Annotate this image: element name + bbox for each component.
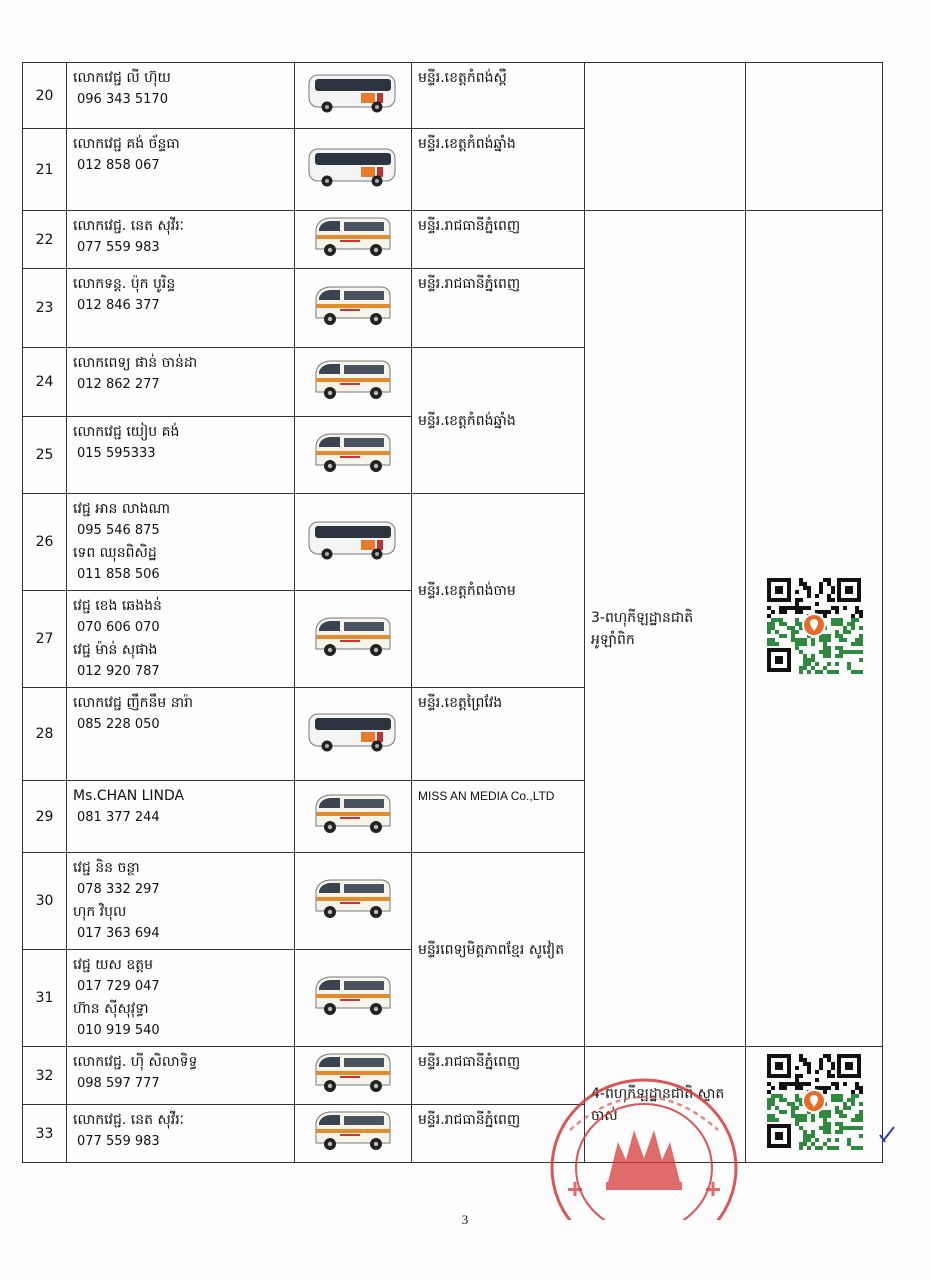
qr-cell	[746, 63, 883, 211]
phone-number: 095 546 875	[77, 523, 160, 538]
phone-number: 077 559 983	[77, 1134, 160, 1149]
phone-number: 010 919 540	[77, 1023, 160, 1038]
van-photo	[310, 873, 396, 923]
row-number: 33	[23, 1105, 67, 1163]
vehicle-cell	[295, 591, 412, 688]
phone-number: 070 606 070	[77, 620, 160, 635]
contact-name: ហុក វិបុល	[73, 904, 127, 920]
location-qr-code	[765, 1052, 863, 1150]
phone-number: 077 559 983	[77, 240, 160, 255]
row-number: 26	[23, 494, 67, 591]
contact-cell	[67, 688, 295, 781]
office-cell	[412, 781, 585, 853]
contact-name: ទេព ឈុនពិសិដ្ឋ	[73, 545, 157, 561]
phone-number: 081 377 244	[77, 810, 160, 825]
contact-name: វេជ្ជ និន ចន្ថា	[73, 860, 140, 876]
contact-name: លោកទន្ត. ប៉ុក បូរិន្ទ	[73, 276, 176, 292]
van-photo	[310, 280, 396, 330]
office-name: មន្ទីរ.រាជធានីភ្នំពេញ	[418, 218, 521, 234]
phone-number: 012 858 067	[77, 158, 160, 173]
van-photo	[310, 211, 396, 261]
contact-cell	[67, 591, 295, 688]
venue-name: 3-ពហុកីឡដ្ឋានជាតិ អូឡាំពិក	[591, 609, 694, 648]
contact-cell	[67, 211, 295, 269]
office-cell	[412, 688, 585, 781]
vehicle-cell	[295, 1047, 412, 1105]
office-name: មន្ទីរ.ខេត្តព្រៃវែង	[418, 695, 503, 711]
row-number: 22	[23, 211, 67, 269]
van-photo	[310, 788, 396, 838]
office-name: មន្ទីរ.ខេត្តកំពង់ចាម	[418, 582, 516, 599]
phone-number: 012 846 377	[77, 298, 160, 313]
table-row	[23, 1047, 883, 1105]
contact-name: លោកវេជ្ជ គង់ ច័ន្ទធា	[73, 136, 180, 152]
venue-cell	[585, 63, 746, 211]
vehicle-cell	[295, 853, 412, 950]
row-number: 21	[23, 129, 67, 211]
contact-name: លោកវេជ្ជ យៀប គង់	[73, 424, 180, 440]
contact-name: ហ៊ាន ស៊ីសុវុទ្ធា	[73, 1001, 149, 1017]
row-number: 23	[23, 269, 67, 348]
vehicle-cell	[295, 63, 412, 129]
contact-name: លោកពេទ្យ ផាន់ ចាន់ដា	[73, 355, 198, 371]
contact-cell	[67, 348, 295, 417]
phone-number: 017 363 694	[77, 926, 160, 941]
office-cell	[412, 63, 585, 129]
office-cell	[412, 348, 585, 494]
office-name: មន្ទីរ.ខេត្តកំពង់ស្ពឺ	[418, 70, 507, 86]
row-number: 29	[23, 781, 67, 853]
row-number: 24	[23, 348, 67, 417]
vehicle-cell	[295, 781, 412, 853]
office-name: មន្ទីរ.រាជធានីភ្នំពេញ	[418, 276, 521, 292]
office-cell	[412, 853, 585, 1047]
contact-name: Ms.CHAN LINDA	[73, 788, 185, 804]
office-name: មន្ទីរ.រាជធានីភ្នំពេញ	[418, 1054, 521, 1070]
contact-cell	[67, 129, 295, 211]
contact-cell	[67, 494, 295, 591]
van-photo	[310, 1105, 396, 1155]
phone-number: 085 228 050	[77, 717, 160, 732]
bus-photo	[305, 67, 401, 117]
phone-number: 017 729 047	[77, 979, 160, 994]
office-name: មន្ទីរ.រាជធានីភ្នំពេញ	[418, 1112, 521, 1128]
phone-number: 096 343 5170	[77, 92, 168, 107]
row-number: 31	[23, 950, 67, 1047]
contact-cell	[67, 1047, 295, 1105]
vehicle-cell	[295, 348, 412, 417]
row-number: 20	[23, 63, 67, 129]
table-row	[23, 63, 883, 129]
qr-cell[interactable]	[746, 1047, 883, 1163]
contact-cell	[67, 269, 295, 348]
office-cell	[412, 494, 585, 688]
office-cell	[412, 211, 585, 269]
vehicle-cell	[295, 1105, 412, 1163]
contact-name: វេជ្ជ ម៉ាន់ សុផាង	[73, 642, 158, 658]
van-photo	[310, 354, 396, 404]
venue-name: 4-ពហុកីឡដ្ឋានជាតិ ស្ទាតចាស់	[591, 1085, 725, 1124]
venue-cell	[585, 211, 746, 1047]
phone-number: 011 858 506	[77, 567, 160, 582]
contact-cell	[67, 417, 295, 494]
ink-tick-mark	[878, 1125, 896, 1145]
official-stamp	[548, 1070, 740, 1220]
bus-photo	[305, 706, 401, 756]
row-number: 28	[23, 688, 67, 781]
van-photo	[310, 1047, 396, 1097]
contact-name: វេជ្ជ អាន លាងណា	[73, 501, 171, 517]
table-row	[23, 211, 883, 269]
vehicle-cell	[295, 688, 412, 781]
van-photo	[310, 611, 396, 661]
van-photo	[310, 427, 396, 477]
contact-cell	[67, 950, 295, 1047]
qr-cell[interactable]	[746, 211, 883, 1047]
office-cell	[412, 129, 585, 211]
row-number: 25	[23, 417, 67, 494]
bus-photo	[305, 141, 401, 191]
contact-cell	[67, 63, 295, 129]
bus-photo	[305, 514, 401, 564]
contact-name: លោកវេជ្ជ ញឹកនឹម នារ៉ា	[73, 695, 193, 711]
vehicle-cell	[295, 129, 412, 211]
vehicle-cell	[295, 494, 412, 591]
contact-name: វេជ្ជ ខេង ឆេងងន់	[73, 598, 162, 614]
contact-cell	[67, 1105, 295, 1163]
office-name: MISS AN MEDIA Co.,LTD	[418, 789, 555, 803]
contact-name: លោកវេជ្ជ. នេត សុវីរៈ	[73, 1112, 184, 1128]
vehicle-cell	[295, 950, 412, 1047]
contact-name: លោកវេជ្ជ លី ហ៊ុយ	[73, 70, 171, 86]
phone-number: 012 862 277	[77, 377, 160, 392]
van-photo	[310, 970, 396, 1020]
page-number: 3	[461, 1212, 469, 1227]
vehicle-cell	[295, 211, 412, 269]
office-name: មន្ទីរ.ខេត្តកំពង់ឆ្នាំង	[418, 136, 516, 152]
vehicle-table	[22, 62, 883, 1163]
vehicle-cell	[295, 417, 412, 494]
vehicle-cell	[295, 269, 412, 348]
phone-number: 015 595333	[77, 446, 156, 461]
contact-name: វេជ្ជ យស ឧត្តម	[73, 957, 153, 973]
office-name: មន្ទីរពេទ្យមិត្តភាពខ្មែរ សូវៀត	[418, 941, 565, 958]
contact-name: លោកវេជ្ជ. នេត សុវីរៈ	[73, 218, 184, 234]
row-number: 27	[23, 591, 67, 688]
office-name: មន្ទីរ.ខេត្តកំពង់ឆ្នាំង	[418, 412, 516, 429]
phone-number: 078 332 297	[77, 882, 160, 897]
phone-number: 098 597 777	[77, 1076, 160, 1091]
phone-number: 012 920 787	[77, 664, 160, 679]
contact-cell	[67, 853, 295, 950]
office-cell	[412, 269, 585, 348]
location-qr-code	[765, 576, 863, 674]
contact-name: លោកវេជ្ជ. ហ៊ី សិលាទិទ្ធ	[73, 1054, 198, 1070]
row-number: 32	[23, 1047, 67, 1105]
contact-cell	[67, 781, 295, 853]
row-number: 30	[23, 853, 67, 950]
